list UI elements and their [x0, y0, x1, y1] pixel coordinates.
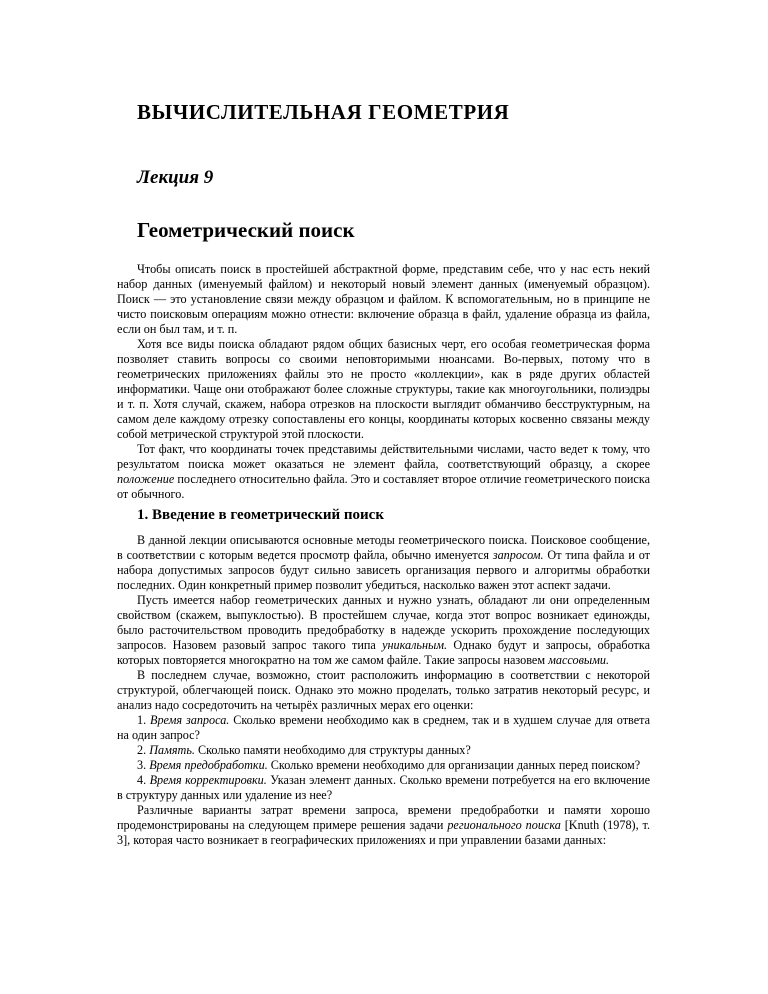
emphasis-text: запросом.: [492, 548, 544, 562]
course-title: ВЫЧИСЛИТЕЛЬНАЯ ГЕОМЕТРИЯ: [137, 100, 510, 124]
section-heading: 1. Введение в геометрический поиск: [137, 507, 384, 523]
list-text: Указан элемент данных. Сколько времени потребуется на его включение в структуру данных или удаление из нее?: [117, 773, 651, 802]
text-run: последнего относительно файла. Это и составляет второе отличие геометрического поиска от обычного.: [117, 472, 650, 501]
list-item-4: [117, 773, 650, 803]
list-text: Сколько времени необходимо для организации данных перед поиском?: [267, 758, 641, 772]
section-paragraph-3: В последнем случае, возможно, стоит расположить информацию в соответствии с некоторой структурой, облегчающей поиск. Однако это можно проделать, только затратив некоторый ресурс, и анализ надо сосредоточить на четырёх различных мерах его оценки:: [117, 668, 650, 712]
list-text: Сколько памяти необходимо для структуры данных?: [194, 743, 471, 757]
intro-paragraph-3: [117, 442, 650, 502]
section-paragraph-2: [117, 593, 650, 668]
text-run: [Knuth (1978), т. 3], которая часто возникает в географических приложениях и при управлении базами данных:: [117, 818, 651, 847]
text-run: Пусть имеется набор геометрических данных и нужно узнать, обладают ли они определенным свойством (скажем, выпуклостью). В простейшем случае, когда этот вопрос возникает единожды, было расточительством проводить предобработку в надежде ускорить прохождение последующих запросов. Назовем разовый запрос такого типа: [117, 593, 650, 652]
list-term: Память.: [149, 743, 195, 757]
lecture-title: Геометрический поиск: [137, 218, 355, 242]
text-run: Тот факт, что координаты точек представимы действительными числами, часто ведет к тому, что результатом поиска может оказаться не элемент файла, соответствующий образцу, а скорее: [117, 442, 650, 471]
lecture-label: Лекция 9: [137, 167, 214, 188]
section-body: [117, 533, 650, 848]
list-number: 2.: [137, 743, 150, 757]
emphasis-text: регионального поиска: [447, 818, 561, 832]
intro-paragraph-2: Хотя все виды поиска обладают рядом общих базисных черт, его особая геометрическая форма позволяет ставить вопросы со своими неповторимыми нюансами. Во-первых, потому что в геометрических приложениях файлы это не просто «коллекции», как в ряде других областей информатики. Чаще они отображают более сложные структуры, такие как многоугольники, полиэдры и т. п. Хотя случай, скажем, набора отрезков на плоскости выглядит обманчиво бесструктурным, на самом деле каждому отрезку сопоставлены его концы, координаты которых косвенно связаны между собой метрической структурой этой плоскости.: [117, 337, 650, 441]
emphasis-text: массовыми.: [548, 653, 610, 667]
list-item-3: [117, 758, 650, 773]
emphasis-text: положение: [117, 472, 175, 486]
list-term: Время предобработки.: [149, 758, 268, 772]
list-term: Время запроса.: [150, 713, 230, 727]
list-number: 1.: [137, 713, 151, 727]
list-item-2: [117, 743, 650, 758]
section-paragraph-4: [117, 803, 650, 848]
text-run: Однако будут и запросы, обработка которых повторяется многократно на том же самом файле. Такие запросы назовем: [117, 638, 650, 667]
list-number: 4.: [137, 773, 150, 787]
intro-paragraph-1: Чтобы описать поиск в простейшей абстрактной форме, представим себе, что у нас есть некий набор данных (именуемый файлом) и некоторый новый элемент данных (именуемый образцом). Поиск — это установление связи между образцом и файлом. К вспомогательным, но в принципе не чисто поисковым операциям можно отнести: включение образца в файл, удаление образца из файла, если он был там, и т. п.: [117, 262, 650, 336]
text-run: В данной лекции описываются основные методы геометрического поиска. Поисковое сообщение, в соответствии с которым ведется просмотр файла, обычно именуется: [117, 533, 650, 562]
text-run: Различные варианты затрат времени запроса, времени предобработки и памяти хорошо продемонстрированы на следующем примере решения задачи: [117, 803, 650, 832]
emphasis-text: уникальным.: [382, 638, 448, 652]
list-number: 3.: [137, 758, 150, 772]
intro-section: [117, 262, 650, 502]
text-run: От типа файла и от набора допустимых запросов будут сильно зависеть организация первого и алгоритмы обработки последних. Один конкретный пример позволит убедиться, насколько важен этот аспект задачи.: [117, 548, 651, 592]
list-term: Время корректировки.: [149, 773, 267, 787]
list-item-1: [117, 713, 650, 743]
section-paragraph-1: [117, 533, 650, 593]
list-text: Сколько времени необходимо как в среднем, так и в худшем случае для ответа на один запрос?: [117, 713, 651, 742]
